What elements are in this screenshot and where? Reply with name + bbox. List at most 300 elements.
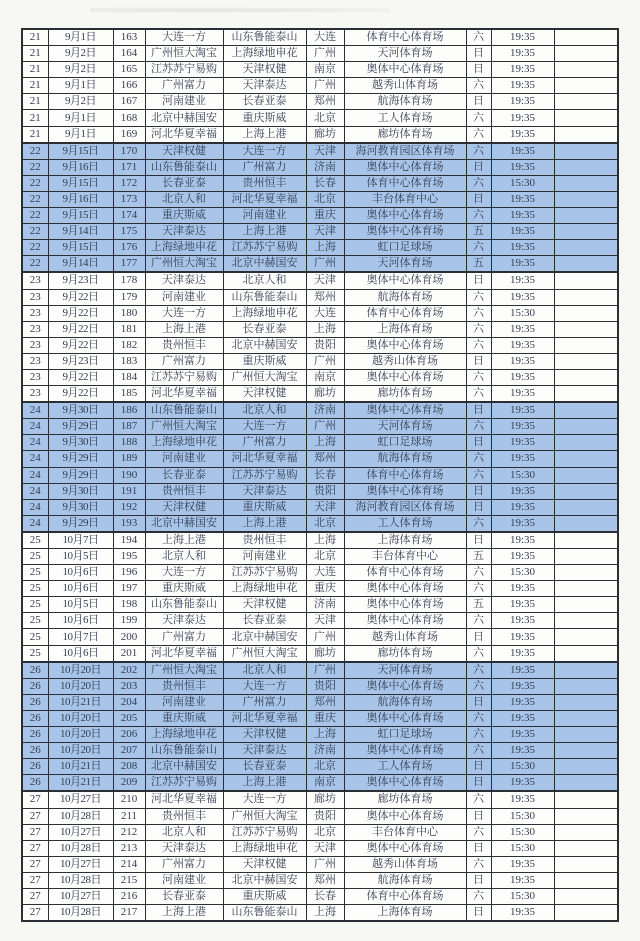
cell-match_no: 167 xyxy=(113,94,145,110)
cell-match_no: 183 xyxy=(113,353,145,369)
cell-round: 26 xyxy=(22,678,48,694)
cell-weekday: 六 xyxy=(466,662,491,679)
cell-home_team: 北京人和 xyxy=(145,191,223,207)
cell-note xyxy=(554,727,618,743)
cell-away_team: 大连一方 xyxy=(223,143,306,160)
cell-kickoff_time: 19:35 xyxy=(491,483,554,499)
cell-home_team: 贵州恒丰 xyxy=(145,337,223,353)
cell-weekday: 日 xyxy=(466,353,491,369)
cell-kickoff_time: 19:35 xyxy=(491,256,554,273)
cell-round: 22 xyxy=(22,191,48,207)
cell-note xyxy=(554,224,618,240)
match-row xyxy=(22,581,618,597)
match-row xyxy=(22,662,618,679)
cell-weekday: 日 xyxy=(466,272,491,289)
cell-match_no: 194 xyxy=(113,532,145,549)
cell-note xyxy=(554,597,618,613)
cell-date: 9月15日 xyxy=(48,208,113,224)
cell-weekday: 日 xyxy=(466,694,491,710)
cell-away_team: 河北华夏幸福 xyxy=(223,451,306,467)
cell-match_no: 206 xyxy=(113,727,145,743)
cell-round: 21 xyxy=(22,78,48,94)
cell-date: 9月16日 xyxy=(48,159,113,175)
cell-city: 郑州 xyxy=(306,94,344,110)
cell-home_team: 重庆斯威 xyxy=(145,710,223,726)
cell-home_team: 广州恒大淘宝 xyxy=(145,662,223,679)
cell-kickoff_time: 19:35 xyxy=(491,289,554,305)
cell-home_team: 河南建业 xyxy=(145,872,223,888)
cell-note xyxy=(554,289,618,305)
cell-note xyxy=(554,888,618,904)
cell-stadium: 奥体中心体育场 xyxy=(344,159,466,175)
cell-match_no: 190 xyxy=(113,467,145,483)
cell-home_team: 河北华夏幸福 xyxy=(145,791,223,808)
cell-kickoff_time: 19:35 xyxy=(491,597,554,613)
cell-stadium: 体育中心体育场 xyxy=(344,565,466,581)
cell-match_no: 172 xyxy=(113,175,145,191)
match-row xyxy=(22,191,618,207)
cell-weekday: 六 xyxy=(466,824,491,840)
cell-note xyxy=(554,467,618,483)
cell-home_team: 贵州恒丰 xyxy=(145,808,223,824)
cell-home_team: 天津泰达 xyxy=(145,840,223,856)
cell-date: 10月28日 xyxy=(48,840,113,856)
cell-stadium: 虹口足球场 xyxy=(344,240,466,256)
cell-city: 廊坊 xyxy=(306,645,344,662)
cell-date: 10月27日 xyxy=(48,791,113,808)
cell-date: 10月20日 xyxy=(48,662,113,679)
cell-note xyxy=(554,678,618,694)
cell-weekday: 六 xyxy=(466,743,491,759)
cell-home_team: 广州富力 xyxy=(145,856,223,872)
cell-stadium: 廊坊体育场 xyxy=(344,386,466,403)
cell-kickoff_time: 19:35 xyxy=(491,224,554,240)
match-row xyxy=(22,549,618,565)
cell-city: 长春 xyxy=(306,175,344,191)
cell-weekday: 六 xyxy=(466,888,491,904)
cell-date: 10月21日 xyxy=(48,759,113,775)
cell-city: 广州 xyxy=(306,78,344,94)
schedule-table-body xyxy=(22,29,618,921)
cell-match_no: 187 xyxy=(113,419,145,435)
cell-kickoff_time: 19:35 xyxy=(491,645,554,662)
cell-weekday: 日 xyxy=(466,532,491,549)
cell-away_team: 天津权健 xyxy=(223,597,306,613)
cell-match_no: 168 xyxy=(113,110,145,126)
cell-match_no: 173 xyxy=(113,191,145,207)
match-row xyxy=(22,759,618,775)
cell-away_team: 广州富力 xyxy=(223,435,306,451)
cell-note xyxy=(554,78,618,94)
cell-stadium: 奥体中心体育场 xyxy=(344,581,466,597)
cell-stadium: 奥体中心体育场 xyxy=(344,272,466,289)
cell-date: 9月16日 xyxy=(48,191,113,207)
cell-away_team: 重庆斯威 xyxy=(223,888,306,904)
cell-kickoff_time: 19:35 xyxy=(491,337,554,353)
cell-home_team: 河南建业 xyxy=(145,694,223,710)
cell-round: 23 xyxy=(22,321,48,337)
cell-note xyxy=(554,143,618,160)
cell-weekday: 日 xyxy=(466,159,491,175)
cell-round: 23 xyxy=(22,353,48,369)
cell-away_team: 山东鲁能泰山 xyxy=(223,29,306,46)
cell-round: 27 xyxy=(22,824,48,840)
cell-city: 长春 xyxy=(306,467,344,483)
cell-away_team: 大连一方 xyxy=(223,791,306,808)
cell-match_no: 211 xyxy=(113,808,145,824)
cell-weekday: 日 xyxy=(466,191,491,207)
cell-city: 贵阳 xyxy=(306,808,344,824)
cell-match_no: 199 xyxy=(113,613,145,629)
cell-round: 21 xyxy=(22,110,48,126)
cell-note xyxy=(554,159,618,175)
cell-note xyxy=(554,94,618,110)
match-row xyxy=(22,483,618,499)
match-row xyxy=(22,532,618,549)
cell-kickoff_time: 19:35 xyxy=(491,321,554,337)
cell-home_team: 长春亚泰 xyxy=(145,175,223,191)
match-row xyxy=(22,305,618,321)
cell-note xyxy=(554,435,618,451)
cell-round: 22 xyxy=(22,224,48,240)
cell-match_no: 186 xyxy=(113,402,145,419)
cell-weekday: 六 xyxy=(466,386,491,403)
cell-away_team: 贵州恒丰 xyxy=(223,175,306,191)
cell-kickoff_time: 19:35 xyxy=(491,775,554,792)
cell-city: 北京 xyxy=(306,191,344,207)
cell-city: 重庆 xyxy=(306,581,344,597)
cell-date: 10月5日 xyxy=(48,549,113,565)
cell-note xyxy=(554,840,618,856)
cell-date: 10月6日 xyxy=(48,581,113,597)
cell-home_team: 天津泰达 xyxy=(145,224,223,240)
match-row xyxy=(22,62,618,78)
cell-round: 24 xyxy=(22,483,48,499)
cell-note xyxy=(554,305,618,321)
cell-kickoff_time: 19:35 xyxy=(491,710,554,726)
cell-kickoff_time: 19:35 xyxy=(491,29,554,46)
cell-match_no: 166 xyxy=(113,78,145,94)
cell-city: 天津 xyxy=(306,613,344,629)
match-row xyxy=(22,159,618,175)
cell-match_no: 197 xyxy=(113,581,145,597)
cell-match_no: 170 xyxy=(113,143,145,160)
cell-stadium: 体育中心体育场 xyxy=(344,467,466,483)
cell-kickoff_time: 15:30 xyxy=(491,565,554,581)
cell-round: 27 xyxy=(22,872,48,888)
cell-stadium: 航海体育场 xyxy=(344,694,466,710)
match-row xyxy=(22,94,618,110)
cell-city: 郑州 xyxy=(306,451,344,467)
cell-weekday: 六 xyxy=(466,29,491,46)
cell-round: 22 xyxy=(22,256,48,273)
cell-round: 27 xyxy=(22,808,48,824)
cell-note xyxy=(554,29,618,46)
match-row xyxy=(22,905,618,922)
cell-kickoff_time: 19:35 xyxy=(491,613,554,629)
cell-away_team: 广州富力 xyxy=(223,159,306,175)
cell-city: 郑州 xyxy=(306,289,344,305)
cell-note xyxy=(554,126,618,143)
cell-note xyxy=(554,710,618,726)
cell-kickoff_time: 19:35 xyxy=(491,581,554,597)
cell-match_no: 217 xyxy=(113,905,145,922)
cell-kickoff_time: 15:30 xyxy=(491,305,554,321)
cell-home_team: 长春亚泰 xyxy=(145,888,223,904)
cell-away_team: 河北华夏幸福 xyxy=(223,710,306,726)
cell-stadium: 奥体中心体育场 xyxy=(344,402,466,419)
cell-date: 10月20日 xyxy=(48,678,113,694)
cell-city: 北京 xyxy=(306,515,344,532)
cell-round: 22 xyxy=(22,143,48,160)
cell-match_no: 163 xyxy=(113,29,145,46)
cell-home_team: 大连一方 xyxy=(145,565,223,581)
match-row xyxy=(22,856,618,872)
cell-round: 25 xyxy=(22,565,48,581)
cell-round: 27 xyxy=(22,856,48,872)
cell-stadium: 航海体育场 xyxy=(344,451,466,467)
cell-kickoff_time: 19:35 xyxy=(491,499,554,515)
cell-round: 25 xyxy=(22,532,48,549)
cell-home_team: 广州富力 xyxy=(145,78,223,94)
cell-note xyxy=(554,240,618,256)
cell-weekday: 六 xyxy=(466,419,491,435)
cell-city: 郑州 xyxy=(306,872,344,888)
cell-round: 21 xyxy=(22,29,48,46)
cell-date: 9月29日 xyxy=(48,419,113,435)
cell-weekday: 日 xyxy=(466,872,491,888)
cell-city: 南京 xyxy=(306,62,344,78)
cell-match_no: 203 xyxy=(113,678,145,694)
cell-match_no: 185 xyxy=(113,386,145,403)
cell-note xyxy=(554,369,618,385)
cell-weekday: 五 xyxy=(466,597,491,613)
cell-date: 10月7日 xyxy=(48,532,113,549)
cell-round: 22 xyxy=(22,175,48,191)
match-row xyxy=(22,419,618,435)
cell-stadium: 体育中心体育场 xyxy=(344,175,466,191)
cell-city: 上海 xyxy=(306,905,344,922)
cell-weekday: 六 xyxy=(466,337,491,353)
cell-stadium: 天河体育场 xyxy=(344,46,466,62)
match-row xyxy=(22,872,618,888)
cell-weekday: 六 xyxy=(466,565,491,581)
cell-away_team: 天津权健 xyxy=(223,62,306,78)
cell-date: 10月28日 xyxy=(48,872,113,888)
cell-home_team: 上海上港 xyxy=(145,532,223,549)
cell-home_team: 北京人和 xyxy=(145,549,223,565)
cell-note xyxy=(554,532,618,549)
cell-kickoff_time: 19:35 xyxy=(491,856,554,872)
cell-home_team: 贵州恒丰 xyxy=(145,678,223,694)
cell-round: 26 xyxy=(22,775,48,792)
cell-away_team: 江苏苏宁易购 xyxy=(223,240,306,256)
cell-stadium: 天河体育场 xyxy=(344,419,466,435)
cell-weekday: 六 xyxy=(466,305,491,321)
cell-date: 9月30日 xyxy=(48,483,113,499)
match-row xyxy=(22,240,618,256)
cell-away_team: 江苏苏宁易购 xyxy=(223,467,306,483)
cell-away_team: 江苏苏宁易购 xyxy=(223,824,306,840)
cell-note xyxy=(554,353,618,369)
cell-city: 上海 xyxy=(306,435,344,451)
cell-date: 10月7日 xyxy=(48,629,113,645)
cell-note xyxy=(554,629,618,645)
cell-round: 25 xyxy=(22,629,48,645)
cell-away_team: 天津权健 xyxy=(223,386,306,403)
cell-stadium: 奥体中心体育场 xyxy=(344,62,466,78)
cell-date: 9月30日 xyxy=(48,435,113,451)
match-row xyxy=(22,143,618,160)
cell-away_team: 上海绿地申花 xyxy=(223,840,306,856)
cell-kickoff_time: 19:35 xyxy=(491,905,554,922)
cell-home_team: 广州恒大淘宝 xyxy=(145,46,223,62)
cell-round: 23 xyxy=(22,369,48,385)
match-row xyxy=(22,78,618,94)
cell-match_no: 207 xyxy=(113,743,145,759)
match-row xyxy=(22,678,618,694)
cell-round: 24 xyxy=(22,515,48,532)
cell-city: 广州 xyxy=(306,46,344,62)
cell-weekday: 日 xyxy=(466,62,491,78)
cell-weekday: 六 xyxy=(466,613,491,629)
cell-date: 9月1日 xyxy=(48,110,113,126)
cell-away_team: 北京人和 xyxy=(223,272,306,289)
cell-weekday: 六 xyxy=(466,581,491,597)
cell-away_team: 长春亚泰 xyxy=(223,613,306,629)
cell-home_team: 上海上港 xyxy=(145,905,223,922)
cell-kickoff_time: 19:35 xyxy=(491,549,554,565)
match-row xyxy=(22,694,618,710)
cell-date: 9月2日 xyxy=(48,94,113,110)
cell-home_team: 上海绿地申花 xyxy=(145,727,223,743)
cell-date: 10月6日 xyxy=(48,565,113,581)
cell-home_team: 天津权健 xyxy=(145,499,223,515)
cell-away_team: 天津权健 xyxy=(223,856,306,872)
cell-stadium: 体育中心体育场 xyxy=(344,29,466,46)
cell-match_no: 175 xyxy=(113,224,145,240)
match-row xyxy=(22,272,618,289)
cell-weekday: 五 xyxy=(466,256,491,273)
match-row xyxy=(22,467,618,483)
cell-stadium: 工人体育场 xyxy=(344,759,466,775)
cell-kickoff_time: 19:35 xyxy=(491,872,554,888)
cell-kickoff_time: 15:30 xyxy=(491,175,554,191)
cell-away_team: 河南建业 xyxy=(223,549,306,565)
match-row xyxy=(22,369,618,385)
cell-round: 27 xyxy=(22,791,48,808)
cell-note xyxy=(554,759,618,775)
cell-city: 广州 xyxy=(306,419,344,435)
cell-stadium: 海河教育园区体育场 xyxy=(344,143,466,160)
cell-weekday: 六 xyxy=(466,791,491,808)
cell-kickoff_time: 19:35 xyxy=(491,435,554,451)
cell-date: 10月20日 xyxy=(48,727,113,743)
cell-weekday: 日 xyxy=(466,46,491,62)
cell-weekday: 六 xyxy=(466,710,491,726)
cell-round: 23 xyxy=(22,305,48,321)
cell-match_no: 191 xyxy=(113,483,145,499)
cell-stadium: 虹口足球场 xyxy=(344,435,466,451)
cell-kickoff_time: 15:30 xyxy=(491,808,554,824)
cell-match_no: 176 xyxy=(113,240,145,256)
cell-round: 24 xyxy=(22,402,48,419)
cell-away_team: 重庆斯威 xyxy=(223,353,306,369)
cell-kickoff_time: 19:35 xyxy=(491,743,554,759)
schedule-sheet xyxy=(21,28,619,922)
cell-date: 9月15日 xyxy=(48,175,113,191)
cell-stadium: 丰台体育中心 xyxy=(344,824,466,840)
match-row xyxy=(22,110,618,126)
cell-match_no: 216 xyxy=(113,888,145,904)
cell-stadium: 天河体育场 xyxy=(344,662,466,679)
cell-round: 21 xyxy=(22,46,48,62)
cell-date: 9月22日 xyxy=(48,337,113,353)
cell-kickoff_time: 19:35 xyxy=(491,143,554,160)
cell-date: 9月1日 xyxy=(48,126,113,143)
cell-city: 大连 xyxy=(306,29,344,46)
cell-away_team: 上海上港 xyxy=(223,224,306,240)
cell-home_team: 北京人和 xyxy=(145,824,223,840)
match-row xyxy=(22,289,618,305)
cell-note xyxy=(554,613,618,629)
cell-note xyxy=(554,662,618,679)
cell-home_team: 长春亚泰 xyxy=(145,467,223,483)
cell-stadium: 丰台体育中心 xyxy=(344,191,466,207)
cell-home_team: 河北华夏幸福 xyxy=(145,126,223,143)
cell-kickoff_time: 19:35 xyxy=(491,240,554,256)
cell-away_team: 上海上港 xyxy=(223,775,306,792)
cell-weekday: 日 xyxy=(466,629,491,645)
cell-kickoff_time: 19:35 xyxy=(491,369,554,385)
cell-city: 重庆 xyxy=(306,710,344,726)
cell-weekday: 五 xyxy=(466,224,491,240)
cell-match_no: 193 xyxy=(113,515,145,532)
cell-away_team: 上海上港 xyxy=(223,515,306,532)
cell-stadium: 奥体中心体育场 xyxy=(344,613,466,629)
cell-match_no: 212 xyxy=(113,824,145,840)
cell-kickoff_time: 19:35 xyxy=(491,208,554,224)
cell-date: 10月28日 xyxy=(48,905,113,922)
match-row xyxy=(22,840,618,856)
cell-city: 广州 xyxy=(306,629,344,645)
cell-kickoff_time: 19:35 xyxy=(491,532,554,549)
match-row xyxy=(22,613,618,629)
cell-kickoff_time: 19:35 xyxy=(491,402,554,419)
cell-home_team: 大连一方 xyxy=(145,29,223,46)
cell-kickoff_time: 19:35 xyxy=(491,386,554,403)
cell-away_team: 河北华夏幸福 xyxy=(223,191,306,207)
cell-round: 27 xyxy=(22,840,48,856)
cell-date: 9月1日 xyxy=(48,78,113,94)
cell-city: 北京 xyxy=(306,824,344,840)
cell-match_no: 189 xyxy=(113,451,145,467)
cell-date: 10月5日 xyxy=(48,597,113,613)
cell-match_no: 200 xyxy=(113,629,145,645)
cell-note xyxy=(554,856,618,872)
cell-round: 21 xyxy=(22,126,48,143)
cell-stadium: 奥体中心体育场 xyxy=(344,208,466,224)
match-row xyxy=(22,435,618,451)
cell-date: 9月22日 xyxy=(48,305,113,321)
match-row xyxy=(22,710,618,726)
cell-match_no: 192 xyxy=(113,499,145,515)
cell-date: 9月29日 xyxy=(48,451,113,467)
cell-stadium: 上海体育场 xyxy=(344,532,466,549)
cell-date: 10月21日 xyxy=(48,694,113,710)
cell-round: 25 xyxy=(22,645,48,662)
cell-round: 26 xyxy=(22,743,48,759)
